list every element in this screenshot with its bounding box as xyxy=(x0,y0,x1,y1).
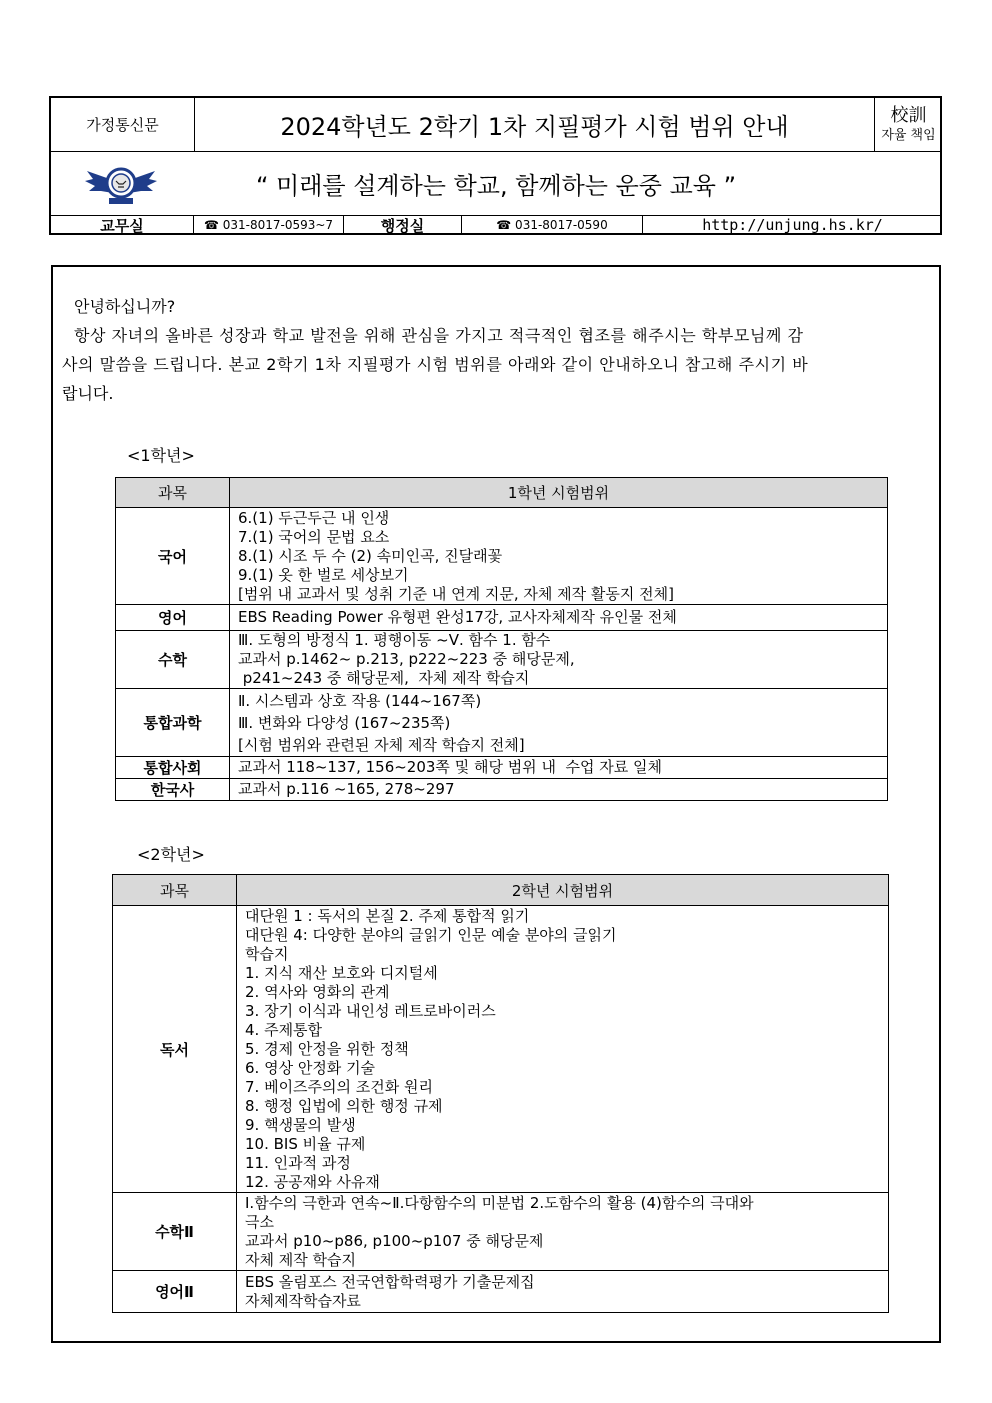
range-cell xyxy=(230,605,888,631)
table-row xyxy=(113,906,889,1193)
range-line: 7. 베이즈주의의 조건화 원리 xyxy=(245,1077,434,1096)
subject-cell: 통합사회 xyxy=(116,757,230,779)
table-row xyxy=(116,508,888,605)
range-line: 1. 지식 재산 보호와 디지털세 xyxy=(245,963,438,982)
range-line: 8. 행정 입법에 의한 행정 규제 xyxy=(245,1096,443,1115)
range-line: 8.(1) 시조 두 수 (2) 속미인곡, 진달래꽃 xyxy=(238,546,503,565)
range-line: Ⅲ. 변화와 다양성 (167~235쪽) xyxy=(238,713,451,732)
subject-cell: 한국사 xyxy=(116,779,230,801)
range-line: 4. 주제통합 xyxy=(245,1020,323,1039)
subject-cell: 수학Ⅱ xyxy=(113,1193,237,1271)
grade2-table xyxy=(112,874,889,1313)
range-line: 교과서 118~137, 156~203쪽 및 해당 범위 내 수업 자료 일체 xyxy=(238,758,662,776)
table-header-row xyxy=(116,478,888,508)
range-cell xyxy=(230,689,888,757)
header-contact-row xyxy=(51,215,940,235)
range-line: 3. 장기 이식과 내인성 레트로바이러스 xyxy=(245,1001,496,1020)
range-line: Ⅰ.함수의 극한과 연속~Ⅱ.다항함수의 미분법 2.도함수의 활용 (4)함수의 극대와 xyxy=(245,1193,754,1212)
page-title: 2024학년도 2학기 1차 지필평가 시험 범위 안내 xyxy=(195,98,875,151)
newsletter-label: 가정통신문 xyxy=(51,98,195,151)
range-line: [범위 내 교과서 및 성취 기준 내 연계 지문, 자체 제작 활동지 전체] xyxy=(238,584,674,603)
school-logo xyxy=(81,151,161,215)
range-line: 학습지 xyxy=(245,944,289,963)
range-line: 11. 인과적 과정 xyxy=(245,1153,351,1172)
greeting: 안녕하십니까? xyxy=(74,297,176,316)
range-line: 대단원 4: 다양한 분야의 글읽기 인문 예술 분야의 글읽기 xyxy=(245,925,617,944)
subject-column-header: 과목 xyxy=(116,478,230,508)
table-row xyxy=(113,1193,889,1271)
admin-office-label: 행정실 xyxy=(344,215,462,235)
range-line: 2. 역사와 영화의 관계 xyxy=(245,982,390,1001)
range-column-header: 2학년 시험범위 xyxy=(237,875,889,906)
motto-title: 校訓 xyxy=(890,104,927,126)
range-line: 10. BIS 비율 규제 xyxy=(245,1134,366,1153)
admin-office-phone: ☎ 031-8017-0590 xyxy=(462,215,643,235)
range-line: p241~243 중 해당문제, 자체 제작 학습지 xyxy=(238,669,530,687)
subject-cell: 영어Ⅱ xyxy=(113,1271,237,1313)
range-line: 교과서 p.116 ~165, 278~297 xyxy=(238,780,455,798)
range-line: 7.(1) 국어의 문법 요소 xyxy=(238,527,390,546)
range-line: 자체제작학습자료 xyxy=(245,1291,361,1310)
range-cell xyxy=(230,779,888,801)
office-phone: ☎ 031-8017-0593~7 xyxy=(194,215,344,235)
table-header-row xyxy=(113,875,889,906)
range-cell xyxy=(230,508,888,605)
range-line: Ⅲ. 도형의 방정식 1. 평행이동 ~Ⅴ. 함수 1. 함수 xyxy=(238,631,551,649)
newsletter-header xyxy=(49,96,942,235)
school-slogan: “ 미래를 설계하는 학교, 함께하는 운중 교육 ” xyxy=(255,171,737,200)
range-line: 6. 영상 안정화 기술 xyxy=(245,1058,376,1077)
subject-column-header: 과목 xyxy=(113,875,237,906)
office-label: 교무실 xyxy=(51,215,194,235)
motto-text: 자율 책임 xyxy=(881,127,936,143)
range-cell xyxy=(237,1193,889,1271)
range-line: [시험 범위와 관련된 자체 제작 학습지 전체] xyxy=(238,735,525,754)
range-line: 9. 핵생물의 발생 xyxy=(245,1115,356,1134)
subject-cell: 영어 xyxy=(116,605,230,631)
school-motto xyxy=(875,98,942,151)
range-line: Ⅱ. 시스템과 상호 작용 (144~167쪽) xyxy=(238,691,482,710)
subject-cell: 수학 xyxy=(116,631,230,689)
range-line: 9.(1) 옷 한 벌로 세상보기 xyxy=(238,565,409,584)
school-emblem-icon xyxy=(83,161,159,205)
header-slogan-row xyxy=(51,151,940,216)
subject-cell: 독서 xyxy=(113,906,237,1193)
subject-cell: 통합과학 xyxy=(116,689,230,757)
range-line: 대단원 1 : 독서의 본질 2. 주제 통합적 읽기 xyxy=(245,906,530,925)
grade1-heading: <1학년> xyxy=(127,446,195,465)
range-cell xyxy=(230,757,888,779)
range-line: 자체 제작 학습지 xyxy=(245,1250,356,1269)
table-row xyxy=(116,631,888,689)
subject-cell: 국어 xyxy=(116,508,230,605)
table-row xyxy=(116,779,888,801)
range-line: 교과서 p10~p86, p100~p107 중 해당문제 xyxy=(245,1231,544,1250)
intro-line-2: 사의 말씀을 드립니다. 본교 2학기 1차 지필평가 시험 범위를 아래와 같이 안내하오니 참고해 주시기 바 xyxy=(62,355,809,374)
range-line: EBS Reading Power 유형편 완성17강, 교사자체제작 유인물 전체 xyxy=(238,608,677,626)
grade1-table xyxy=(115,477,888,801)
range-line: 6.(1) 두근두근 내 인생 xyxy=(238,508,390,527)
school-website-link[interactable]: http://unjung.hs.kr/ xyxy=(702,216,883,234)
header-title-row xyxy=(51,98,940,152)
range-column-header: 1학년 시험범위 xyxy=(230,478,888,508)
range-cell xyxy=(237,1271,889,1313)
table-row xyxy=(116,757,888,779)
range-line: 극소 xyxy=(245,1212,274,1231)
table-row xyxy=(113,1271,889,1313)
intro-text xyxy=(62,292,940,408)
grade2-heading: <2학년> xyxy=(137,845,205,864)
range-line: 12. 공공재와 사유재 xyxy=(245,1172,380,1191)
range-cell xyxy=(237,906,889,1193)
range-line: 5. 경제 안정을 위한 정책 xyxy=(245,1039,409,1058)
range-line: 교과서 p.1462~ p.213, p222~223 중 해당문제, xyxy=(238,650,575,668)
range-line: EBS 올림포스 전국연합학력평가 기출문제집 xyxy=(245,1272,535,1291)
table-row xyxy=(116,605,888,631)
intro-line-3: 랍니다. xyxy=(62,384,114,403)
range-cell xyxy=(230,631,888,689)
intro-line-1: 항상 자녀의 올바른 성장과 학교 발전을 위해 관심을 가지고 적극적인 협조를 해주시는 학부모님께 감 xyxy=(74,326,804,345)
table-row xyxy=(116,689,888,757)
